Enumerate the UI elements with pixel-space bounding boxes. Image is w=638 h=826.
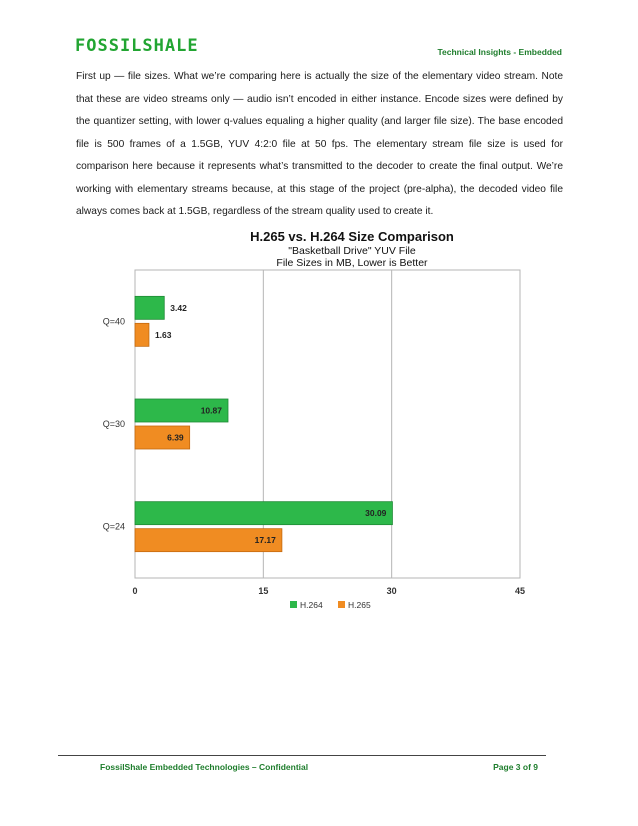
footer-divider: [58, 755, 546, 756]
legend-swatch: [290, 601, 297, 608]
chart-subtitle-line-1: "Basketball Drive" YUV File: [288, 245, 416, 257]
data-label: 30.09: [365, 508, 387, 519]
legend-swatch: [338, 601, 345, 608]
company-logo: FOSSILSHALE: [75, 36, 199, 56]
bar-h264-q24: [135, 502, 392, 525]
data-label: 1.63: [154, 329, 172, 340]
header-section-title: Technical Insights - Embedded: [437, 47, 562, 57]
x-tick-label: 15: [258, 586, 269, 596]
x-tick-label: 45: [514, 586, 526, 596]
legend-entry: H.264: [300, 600, 323, 610]
y-category-label: Q=24: [102, 521, 125, 532]
paragraph-intro: First up — file sizes. What we’re comparing here is actually the size of the elementary video stream. Note that these are video streams only — audio isn’t encoded in either instance. Encode sizes were defined by the quantizer setting, with lower q-values equaling a higher quality (and larger file size). The base encoded file is 500 frames of a 1.5GB, YUV 4:2:0 file at 50 fps. The elementary stream file size is used for comparison here because it represents what’s transmitted to the decoder to create the final output. We’re working with elementary streams because, at this stage of the project (pre-alpha), the decoded video file always comes back at 1.5GB, regardless of the stream quality used to create it.: [76, 71, 563, 217]
size-comparison-chart: [90, 220, 550, 620]
data-label: 10.87: [200, 405, 222, 416]
x-tick-label: 0: [132, 586, 138, 596]
data-label: 6.39: [167, 432, 184, 443]
chart-title: H.265 vs. H.264 Size Comparison: [250, 229, 454, 244]
page-number: Page 3 of 9: [493, 762, 538, 772]
bar-h264-q40: [135, 296, 164, 319]
data-label: 3.42: [170, 302, 187, 313]
chart-legend: [290, 600, 371, 610]
bar-h265-q40: [135, 323, 149, 346]
x-tick-label: 30: [386, 586, 397, 596]
plot-area: [103, 270, 525, 596]
chart-subtitle-line-2: File Sizes in MB, Lower is Better: [276, 257, 428, 269]
legend-entry: H.265: [348, 600, 371, 610]
footer-confidential: FossilShale Embedded Technologies – Confidential: [100, 762, 309, 772]
y-category-label: Q=40: [102, 316, 125, 327]
y-category-label: Q=30: [102, 419, 125, 429]
data-label: 17.17: [254, 535, 276, 546]
